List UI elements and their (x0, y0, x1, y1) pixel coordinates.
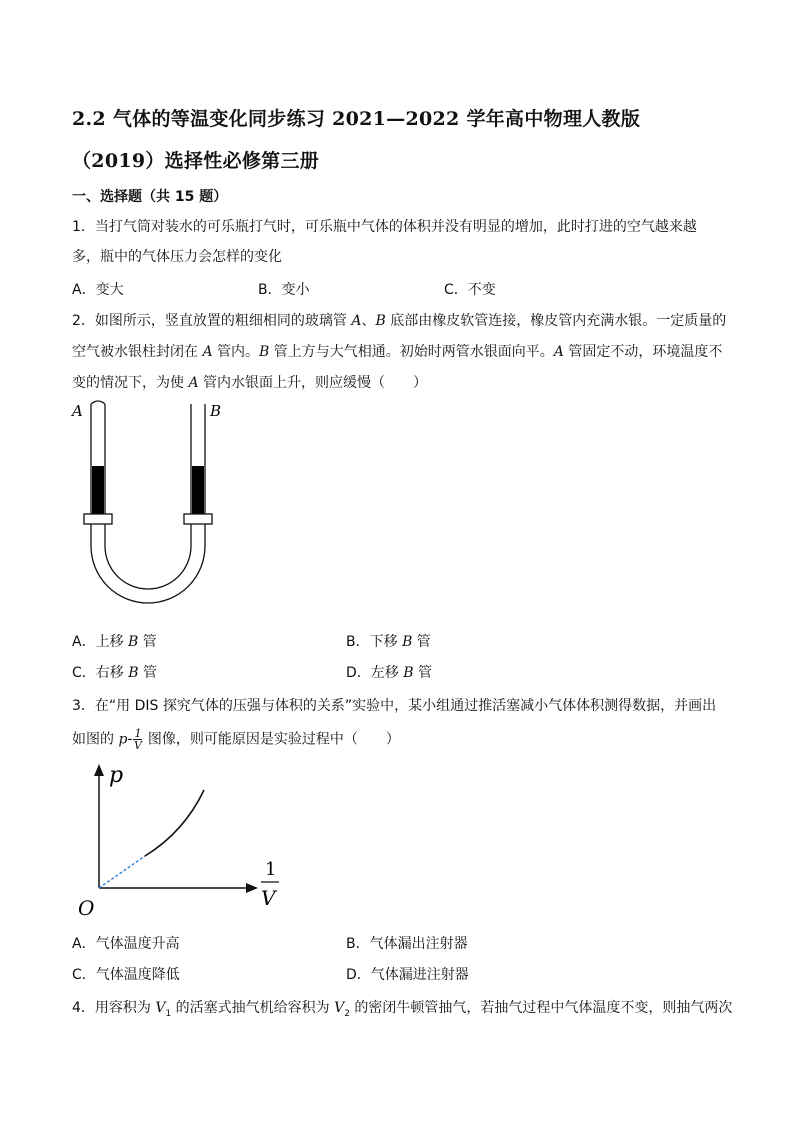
q3-option-d: D．气体漏进注射器 (346, 967, 469, 983)
q3-text-line1: 3．在“用 DIS 探究气体的压强与体积的关系”实验中，某小组通过推活塞减小气体体积测得数据，并画出 (72, 698, 717, 714)
q1-option-c: C．不变 (444, 282, 496, 298)
q2-option-b: B．下移 B 管 (346, 634, 431, 650)
q3-text-line2: 如图的 p- $\frac{1}{V}$ 图像，则可能原因是实验过程中（ ） (72, 727, 400, 752)
q1-text-line2: 多，瓶中的气体压力会怎样的变化 (72, 249, 282, 265)
p-vs-inverse-v-graph (72, 760, 302, 925)
inline-fraction: $\frac{1}{V}$ (134, 727, 142, 752)
clamp-a (84, 514, 112, 524)
u-tube-figure (66, 396, 226, 626)
q2-text-line3: 变的情况下，为使 A 管内水银面上升，则应缓慢（ ） (72, 375, 428, 391)
document-title-line1: 2.2 气体的等温变化同步练习 2021—2022 学年高中物理人教版 (72, 108, 641, 130)
q2-option-d: D．左移 B 管 (346, 665, 432, 681)
q2-option-c: C．右移 B 管 (72, 665, 157, 681)
document-title-line2: （2019）选择性必修第三册 (72, 150, 320, 172)
mercury-column-b (192, 466, 204, 514)
data-curve (145, 790, 204, 856)
q3-option-c: C．气体温度降低 (72, 967, 180, 983)
mercury-column-a (92, 466, 104, 514)
tube-b-label: B (210, 402, 222, 420)
q2-option-a: A．上移 B 管 (72, 634, 157, 650)
q1-option-a: A．变大 (72, 282, 124, 298)
q3-option-a: A．气体温度升高 (72, 936, 180, 952)
x-axis-label-numerator: 1 (265, 859, 277, 880)
q1-text-line1: 1．当打气筒对装水的可乐瓶打气时，可乐瓶中气体的体积并没有明显的增加，此时打进的空气越来越 (72, 219, 697, 235)
clamp-b (184, 514, 212, 524)
q3-option-b: B．气体漏出注射器 (346, 936, 468, 952)
q2-text-line2: 空气被水银柱封闭在 A 管内。B 管上方与大气相通。初始时两管水银面向平。A 管固定不动，环境温度不 (72, 344, 723, 360)
tube-a-label: A (72, 402, 83, 420)
y-axis-arrow (94, 764, 104, 776)
q2-text-line1: 2．如图所示，竖直放置的粗细相同的玻璃管 A、B 底部由橡皮软管连接，橡皮管内充满水银。一定质量的 (72, 313, 727, 329)
q4-text-line1: 4．用容积为 $V_1$ 的活塞式抽气机给容积为 $V_2$ 的密闭牛顿管抽气，若抽气过程中气体温度不变，则抽气两次 (72, 1000, 733, 1019)
y-axis-label: p (109, 763, 124, 788)
x-axis-label-denominator: V (261, 886, 276, 910)
x-axis-arrow (246, 883, 258, 893)
dashed-extrapolation (99, 856, 145, 888)
origin-label: O (78, 896, 95, 920)
q1-option-b: B．变小 (258, 282, 310, 298)
section-heading: 一、选择题（共 15 题） (72, 189, 228, 205)
